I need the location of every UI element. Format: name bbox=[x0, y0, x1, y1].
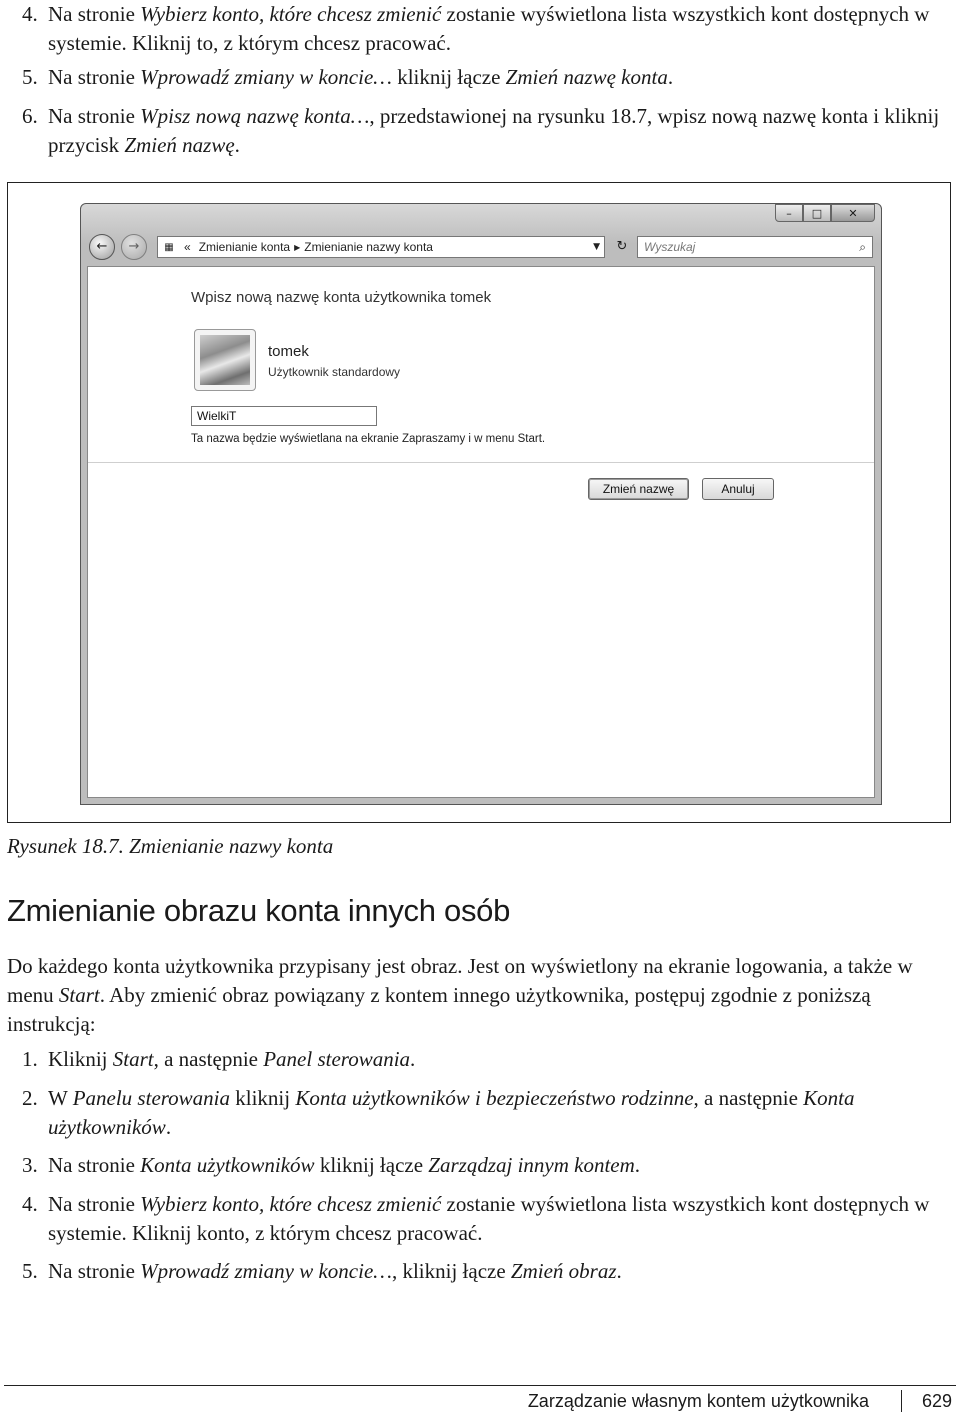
text-run: Na stronie bbox=[48, 1259, 141, 1283]
cancel-button[interactable]: Anuluj bbox=[702, 478, 774, 500]
text-run: . bbox=[667, 65, 674, 89]
text-run: Na stronie bbox=[48, 1192, 141, 1216]
text-run: . bbox=[616, 1259, 622, 1283]
step-1 bbox=[0, 1045, 952, 1074]
text-run: zostanie wyświetlona lista wszystkich kont dostępnych w systemie. Kliknij konto, z którym chcesz pracować. bbox=[48, 1192, 930, 1245]
step-text bbox=[0, 1045, 952, 1074]
user-account-type: Użytkownik standardowy bbox=[268, 365, 401, 379]
text-run: kliknij łącze bbox=[391, 65, 506, 89]
address-dropdown-icon[interactable]: ▼ bbox=[593, 242, 600, 252]
step-text bbox=[0, 1084, 952, 1142]
step-number: 1. bbox=[22, 1047, 38, 1071]
step-number: 5. bbox=[22, 65, 38, 89]
italic-term: Wybierz konto, które chcesz zmienić bbox=[140, 1192, 442, 1216]
text-run: Na stronie bbox=[48, 65, 141, 89]
step-3 bbox=[0, 1151, 952, 1180]
close-button[interactable]: ✕ bbox=[831, 204, 875, 222]
italic-term: Wprowadź zmiany w koncie… bbox=[140, 1259, 392, 1283]
page-number: 629 bbox=[921, 1390, 952, 1411]
step-text bbox=[0, 63, 952, 92]
user-name: tomek bbox=[268, 343, 309, 360]
text-run: , a następnie bbox=[693, 1086, 804, 1110]
explorer-window bbox=[80, 203, 882, 805]
text-run: , kliknij łącze bbox=[391, 1259, 511, 1283]
navigation-bar bbox=[89, 232, 873, 262]
text-run: . bbox=[234, 133, 240, 157]
text-run: kliknij łącze bbox=[314, 1153, 429, 1177]
footer-chapter-title: Zarządzanie własnym kontem użytkownika bbox=[527, 1390, 869, 1411]
new-account-name-input[interactable] bbox=[191, 406, 377, 426]
top-step-4 bbox=[0, 0, 952, 58]
minimize-button[interactable]: – bbox=[775, 204, 803, 222]
name-hint-text: Ta nazwa będzie wyświetlana na ekranie Zapraszamy i w menu Start. bbox=[191, 433, 546, 445]
text-run: Na stronie bbox=[48, 104, 141, 128]
panel-title: Wpisz nową nazwę konta użytkownika tomek bbox=[191, 289, 492, 306]
text-run: Do każdego konta użytkownika przypisany jest obraz. Jest on wyświetlony na ekranie logowania, a także w menu bbox=[7, 954, 913, 1007]
italic-term: Panel sterowania bbox=[263, 1047, 411, 1071]
italic-term: Wpisz nową nazwę konta… bbox=[140, 104, 370, 128]
italic-term: Wprowadź zmiany w koncie… bbox=[140, 65, 392, 89]
step-text bbox=[0, 1257, 952, 1286]
text-run: W bbox=[48, 1086, 73, 1110]
text-run: . bbox=[165, 1115, 172, 1139]
search-input[interactable] bbox=[637, 236, 873, 258]
user-avatar bbox=[194, 329, 256, 391]
page-footer bbox=[528, 1390, 952, 1412]
step-4 bbox=[0, 1190, 952, 1248]
breadcrumb-rename-account[interactable]: Zmienianie nazwy konta bbox=[304, 240, 433, 254]
italic-term: Konta użytkowników bbox=[140, 1153, 315, 1177]
step-text bbox=[0, 1151, 952, 1180]
text-run: Na stronie bbox=[48, 1153, 141, 1177]
step-text bbox=[0, 0, 952, 58]
text-run: Na stronie bbox=[48, 2, 141, 26]
step-5 bbox=[0, 1257, 952, 1286]
window-caption-buttons bbox=[775, 204, 875, 222]
back-arrow-icon[interactable]: ← bbox=[89, 234, 115, 260]
intro-paragraph bbox=[7, 952, 952, 1039]
footer-rule bbox=[4, 1385, 956, 1386]
text-run: , przedstawionej na rysunku 18.7, wpisz nową nazwę konta i kliknij przycisk bbox=[48, 104, 940, 157]
text-run: kliknij bbox=[230, 1086, 296, 1110]
panel-divider bbox=[88, 462, 874, 463]
rename-button[interactable]: Zmień nazwę bbox=[588, 478, 689, 500]
step-number: 3. bbox=[22, 1153, 38, 1177]
italic-term: Konta użytkowników bbox=[48, 1086, 855, 1139]
step-number: 6. bbox=[22, 104, 38, 128]
top-step-5 bbox=[0, 63, 952, 92]
footer-separator bbox=[901, 1390, 902, 1412]
italic-term: Zmień obraz bbox=[510, 1259, 617, 1283]
step-number: 4. bbox=[22, 2, 38, 26]
text-run: . bbox=[410, 1047, 416, 1071]
italic-term: Zmień nazwę bbox=[124, 133, 235, 157]
avatar-image bbox=[200, 335, 250, 385]
section-heading: Zmienianie obrazu konta innych osób bbox=[7, 893, 511, 928]
step-number: 2. bbox=[22, 1086, 38, 1110]
text-run: , a następnie bbox=[153, 1047, 264, 1071]
italic-term: Zmień nazwę konta bbox=[505, 65, 668, 89]
text-run: . bbox=[634, 1153, 641, 1177]
forward-arrow-icon[interactable]: → bbox=[121, 234, 147, 260]
step-text bbox=[0, 1190, 952, 1248]
step-2 bbox=[0, 1084, 952, 1142]
control-panel-icon: ▦ bbox=[164, 241, 174, 253]
refresh-icon[interactable]: ↻ bbox=[616, 239, 628, 254]
text-run: . Aby zmienić obraz powiązany z kontem innego użytkownika, postępuj zgodnie z poniższą instrukcją: bbox=[7, 983, 871, 1036]
figure-caption: Rysunek 18.7. Zmienianie nazwy konta bbox=[7, 834, 334, 858]
top-step-6 bbox=[0, 102, 952, 160]
italic-term: Zarządzaj innym kontem bbox=[428, 1153, 635, 1177]
italic-term: Panelu sterowania bbox=[72, 1086, 230, 1110]
rename-account-panel bbox=[87, 266, 875, 798]
italic-term: Start bbox=[58, 983, 100, 1007]
text-run: Kliknij bbox=[48, 1047, 113, 1071]
step-text bbox=[0, 102, 952, 160]
italic-term: Start bbox=[112, 1047, 154, 1071]
italic-term: Konta użytkowników i bezpieczeństwo rodzinne bbox=[295, 1086, 694, 1110]
maximize-button[interactable]: □ bbox=[803, 204, 831, 222]
address-bar[interactable] bbox=[157, 236, 605, 258]
italic-term: Wybierz konto, które chcesz zmienić bbox=[140, 2, 442, 26]
search-placeholder: Wyszukaj bbox=[644, 240, 696, 254]
breadcrumb-change-account[interactable]: Zmienianie konta bbox=[198, 240, 291, 254]
text-run: zostanie wyświetlona lista wszystkich kont dostępnych w systemie. Kliknij to, z którym chcesz pracować. bbox=[48, 2, 930, 55]
figure-screenshot bbox=[7, 182, 951, 823]
breadcrumb-overflow-icon[interactable]: « bbox=[184, 240, 191, 254]
step-number: 5. bbox=[22, 1259, 38, 1283]
breadcrumb-separator-icon[interactable]: ▶ bbox=[294, 242, 301, 252]
step-number: 4. bbox=[22, 1192, 38, 1216]
search-icon[interactable]: ⌕ bbox=[859, 239, 866, 254]
